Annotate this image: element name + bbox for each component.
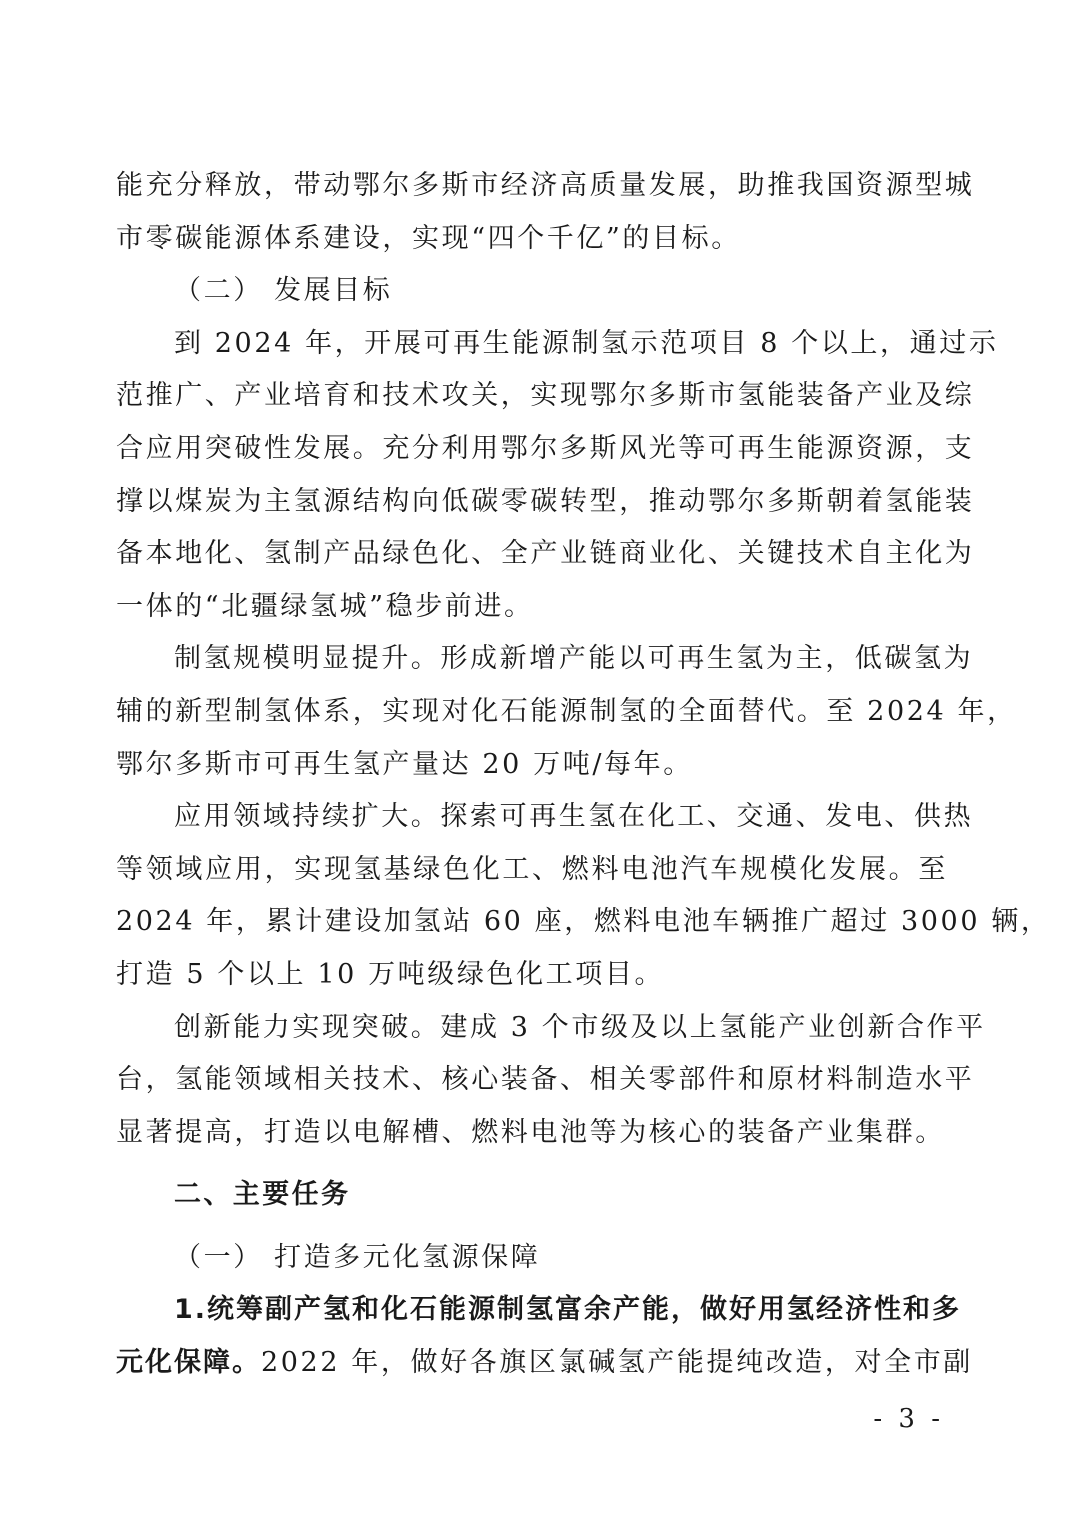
text-line: 合应用突破性发展。充分利用鄂尔多斯风光等可再生能源资源，支 <box>116 432 975 464</box>
text-line: 市零碳能源体系建设，实现“四个千亿”的目标。 <box>116 222 741 254</box>
text-line: 撑以煤炭为主氢源结构向低碳零碳转型，推动鄂尔多斯朝着氢能装 <box>116 485 975 517</box>
text-line: 备本地化、氢制产品绿色化、全产业链商业化、关键技术自主化为 <box>116 538 975 570</box>
subheading-development-goals: （二） 发展目标 <box>174 275 393 307</box>
paragraph-task-1 <box>116 1284 973 1389</box>
task-body-start: 2022 年，做好各旗区氯碱氢产能提纯改造，对全市副 <box>261 1347 973 1379</box>
task-title-line: 1.统筹副产氢和化石能源制氢富余产能，做好用氢经济性和多 <box>174 1294 962 1326</box>
paragraph-production-scale <box>116 633 1017 791</box>
text-line: 等领域应用，实现氢基绿色化工、燃料电池汽车规模化发展。至 <box>116 853 948 885</box>
text-line: 打造 5 个以上 10 万吨级绿色化工项目。 <box>116 958 665 990</box>
text-line: 鄂尔多斯市可再生氢产量达 20 万吨/每年。 <box>116 748 693 780</box>
task-title-end: 元化保障。 <box>116 1347 261 1379</box>
text-line <box>116 1337 973 1390</box>
page-number: - 3 - <box>873 1404 944 1434</box>
subheading-hydrogen-source: （一） 打造多元化氢源保障 <box>174 1241 541 1273</box>
text-line: 制氢规模明显提升。形成新增产能以可再生氢为主，低碳氢为 <box>174 643 974 675</box>
text-line: 显著提高，打造以电解槽、燃料电池等为核心的装备产业集群。 <box>116 1116 945 1148</box>
text-line: 辅的新型制氢体系，实现对化石能源制氢的全面替代。至 2024 年， <box>116 695 1017 727</box>
paragraph-development-goals <box>116 318 999 634</box>
section-heading-main-tasks: 二、主要任务 <box>174 1179 351 1211</box>
text-line: 创新能力实现突破。建成 3 个市级及以上氢能产业创新合作平 <box>174 1011 986 1043</box>
text-line: 一体的“北疆绿氢城”稳步前进。 <box>116 590 534 622</box>
paragraph-application-fields <box>116 791 1051 1001</box>
page-content <box>116 160 1051 1390</box>
text-line: 能充分释放，带动鄂尔多斯市经济高质量发展，助推我国资源型城 <box>116 170 975 201</box>
text-line: 台，氢能领域相关技术、核心装备、相关零部件和原材料制造水平 <box>116 1064 975 1096</box>
text-line: 范推广、产业培育和技术攻关，实现鄂尔多斯市氢能装备产业及综 <box>116 380 975 412</box>
paragraph-innovation-capacity <box>116 1002 986 1160</box>
text-line: 2024 年，累计建设加氢站 60 座，燃料电池车辆推广超过 3000 辆， <box>116 906 1051 938</box>
text-line: 应用领域持续扩大。探索可再生氢在化工、交通、发电、供热 <box>174 801 974 833</box>
paragraph-intro-continuation <box>116 160 975 265</box>
text-line: 到 2024 年，开展可再生能源制氢示范项目 8 个以上，通过示 <box>174 327 999 359</box>
